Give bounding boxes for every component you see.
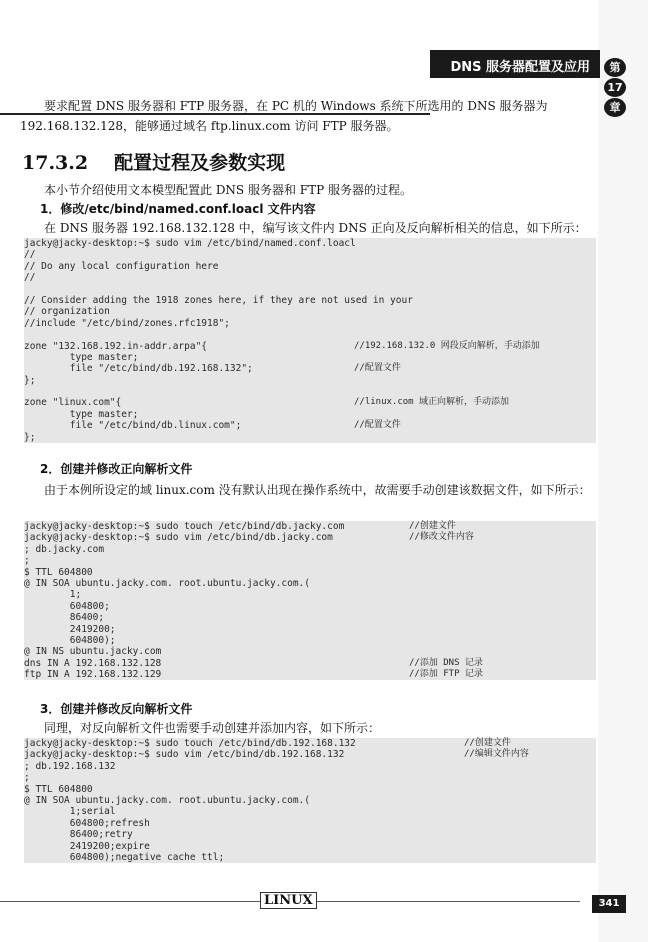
chapter-number: 17: [604, 78, 626, 97]
code-line: 1;serial: [24, 806, 116, 818]
code-line: dns IN A 192.168.132.128 //添加 DNS 记录: [24, 657, 483, 669]
code-line: 604800;: [24, 600, 110, 612]
code-line: file "/etc/bind/db.192.168.132"; //配置文件: [24, 363, 401, 375]
code-line: 604800);negative cache ttl;: [24, 851, 225, 863]
intro-paragraph: 要求配置 DNS 服务器和 FTP 服务器，在 PC 机的 Windows 系统下所选用的 DNS 服务器为 192.168.132.128，能够通过域名 ftp.linux.com 访问 FTP 服务器。: [20, 99, 548, 133]
step2-heading: 2．创建并修改正向解析文件: [40, 462, 193, 476]
code-line: 86400;: [24, 612, 105, 624]
header-title: DNS 服务器配置及应用: [450, 60, 590, 75]
code-comment: //创建文件: [464, 738, 511, 748]
code-line: file "/etc/bind/db.linux.com"; //配置文件: [24, 420, 401, 432]
code-line: //include "/etc/bind/zones.rfc1918";: [24, 317, 230, 329]
code-line: [24, 329, 596, 340]
code-line: [24, 284, 596, 295]
step1-text: 在 DNS 服务器 192.168.132.128 中，编写该文件内 DNS 正向及反向解析相关的信息，如下所示：: [44, 221, 587, 235]
code-line: jacky@jacky-desktop:~$ sudo vim /etc/bind/named.conf.loacl: [24, 238, 356, 249]
code-line: zone "linux.com"{ //linux.com 域正向解析，手动添加: [24, 397, 510, 409]
header-bar: [430, 50, 600, 78]
section-heading: [22, 148, 285, 175]
chapter-badge: [604, 58, 630, 118]
code-line: $ TTL 604800: [24, 566, 93, 578]
code-line: ftp IN A 192.168.132.129 //添加 FTP 记录: [24, 669, 483, 681]
code-line: 604800;refresh: [24, 817, 150, 829]
step3-heading: 3．创建并修改反向解析文件: [40, 702, 193, 716]
section-number: 17.3.2: [22, 152, 89, 174]
code-line: @ IN SOA ubuntu.jacky.com. root.ubuntu.jacky.com.(: [24, 794, 310, 806]
code-comment: //linux.com 域正向解析，手动添加: [354, 397, 510, 408]
code-line: ;: [24, 555, 30, 567]
step2-text: 由于本例所设定的域 linux.com 没有默认出现在操作系统中，故需要手动创建该数据文件，如下所示：: [44, 483, 591, 497]
code-line: // Do any local configuration here: [24, 260, 219, 272]
footer-logo: LINUX: [260, 892, 317, 909]
code-comment: //192.168.132.0 网段反向解析，手动添加: [354, 340, 540, 351]
code-line: @ IN NS ubuntu.jacky.com: [24, 646, 162, 658]
code-line: };: [24, 431, 36, 443]
code-line: 604800);: [24, 634, 116, 646]
code-line: jacky@jacky-desktop:~$ sudo vim /etc/bind/db.jacky.com //修改文件内容: [24, 532, 474, 544]
code-line: type master;: [24, 351, 139, 363]
code-comment: //修改文件内容: [409, 532, 474, 543]
code-line: jacky@jacky-desktop:~$ sudo touch /etc/bind/db.jacky.com //创建文件: [24, 521, 456, 532]
step2-code-block: [24, 521, 596, 680]
running-header: [0, 50, 600, 78]
code-line: 1;: [24, 589, 82, 601]
chapter-char-1: 第: [604, 58, 626, 77]
code-comment: //配置文件: [354, 420, 401, 431]
code-line: ;: [24, 772, 30, 784]
code-comment: //创建文件: [409, 521, 456, 531]
step1-code-block: [24, 238, 596, 443]
code-line: jacky@jacky-desktop:~$ sudo vim /etc/bind/db.192.168.132 //编辑文件内容: [24, 749, 529, 761]
section-intro: 本小节介绍使用文本模型配置此 DNS 服务器和 FTP 服务器的过程。: [44, 183, 413, 197]
code-comment: //添加 DNS 记录: [409, 657, 483, 668]
code-comment: //配置文件: [354, 363, 401, 374]
step1-heading: 1．修改/etc/bind/named.conf.loacl 文件内容: [40, 202, 316, 216]
code-line: $ TTL 604800: [24, 783, 93, 795]
code-line: 86400;retry: [24, 829, 133, 841]
code-comment: //编辑文件内容: [464, 749, 529, 760]
code-line: 2419200;expire: [24, 840, 150, 852]
code-line: ; db.192.168.132: [24, 760, 116, 772]
code-line: //: [24, 249, 36, 261]
code-line: // Consider adding the 1918 zones here, if they are not used in your: [24, 294, 413, 306]
code-line: };: [24, 374, 36, 386]
section-title: 配置过程及参数实现: [114, 152, 286, 174]
code-line: ; db.jacky.com: [24, 543, 105, 555]
step3-code-block: [24, 738, 596, 863]
code-line: type master;: [24, 408, 139, 420]
page-edge-shadow: [598, 0, 648, 942]
code-line: //: [24, 272, 36, 284]
code-line: // organization: [24, 306, 110, 318]
code-line: jacky@jacky-desktop:~$ sudo touch /etc/bind/db.192.168.132 //创建文件: [24, 738, 511, 749]
code-line: 2419200;: [24, 623, 116, 635]
code-line: [24, 386, 596, 397]
chapter-char-2: 章: [604, 98, 626, 117]
code-line: @ IN SOA ubuntu.jacky.com. root.ubuntu.jacky.com.(: [24, 577, 310, 589]
page-number: 341: [592, 895, 626, 913]
code-comment: //添加 FTP 记录: [409, 669, 483, 680]
step3-text: 同理，对反向解析文件也需要手动创建并添加内容，如下所示：: [44, 721, 381, 735]
code-line: zone "132.168.192.in-addr.arpa"{ //192.168.132.0 网段反向解析，手动添加: [24, 340, 540, 352]
